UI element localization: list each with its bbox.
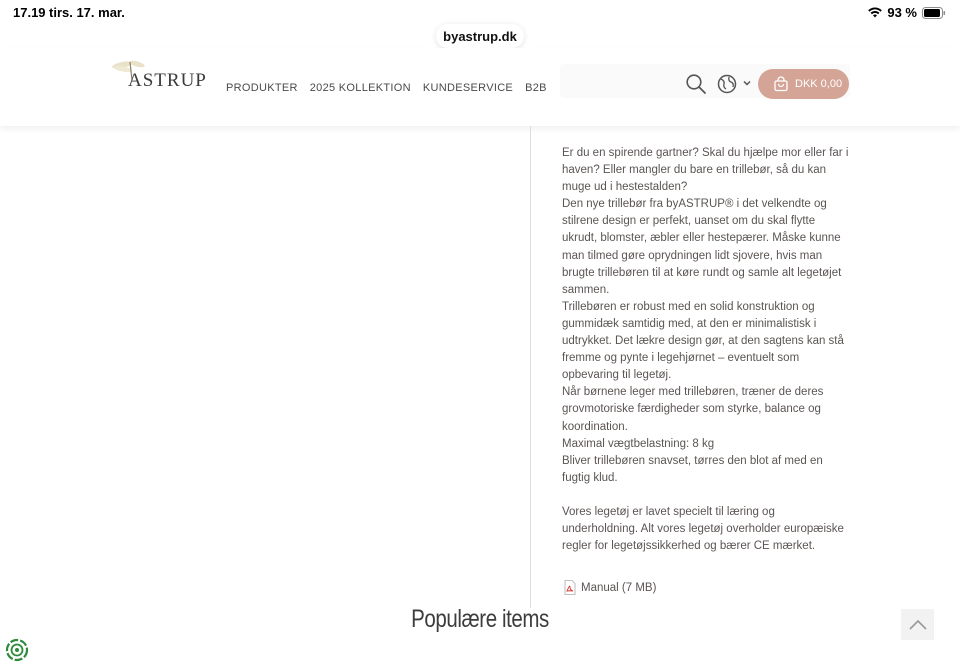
brand-logo[interactable] bbox=[110, 56, 207, 94]
chevron-down-icon[interactable] bbox=[742, 78, 752, 88]
nav-item-kundeservice[interactable]: KUNDESERVICE bbox=[422, 82, 514, 94]
nav-item-b2b[interactable]: B2B bbox=[525, 82, 547, 94]
description-paragraph: Er du en spirende gartner? Skal du hjælpe mor eller far i haven? Eller mangler du bare en trillebør, så du kan muge ud i hestestalden? bbox=[562, 147, 849, 194]
cart-total: DKK 0,00 bbox=[795, 78, 843, 90]
status-indicators bbox=[868, 5, 946, 20]
description-paragraph: Maximal vægtbelastning: 8 kg bbox=[562, 437, 715, 450]
manual-download-link[interactable] bbox=[564, 580, 656, 595]
scroll-to-top-button[interactable] bbox=[901, 609, 934, 640]
search-icon[interactable] bbox=[685, 73, 707, 95]
description-paragraph: Når børnene leger med trillebøren, træner de deres grovmotoriske færdigheder som styrke, balance og koordination. bbox=[562, 386, 824, 433]
address-url: byastrup.dk bbox=[443, 28, 517, 44]
battery-icon bbox=[922, 7, 946, 19]
status-bar bbox=[0, 0, 960, 26]
description-paragraph: Trillebøren er robust med en solid konstruktion og gummidæk samtidig med, at den er minimalistisk i udtrykket. Det lækre design gør, at den sagtens kan stå fremme og pynte i legehjørnet – eventuelt som opbevaring til legetøj. bbox=[562, 300, 844, 382]
logo-wordmark: ASTRUP bbox=[128, 70, 207, 91]
nav-item-kollektion[interactable]: 2025 KOLLEKTION bbox=[309, 82, 411, 94]
site-header bbox=[0, 48, 960, 126]
section-title: Populære items bbox=[411, 605, 549, 633]
pdf-icon bbox=[564, 580, 576, 595]
shopping-bag-icon bbox=[773, 76, 789, 92]
cart-button[interactable] bbox=[758, 69, 849, 99]
chevron-up-icon bbox=[908, 619, 928, 631]
description-paragraph: Den nye trillebør fra byASTRUP® i det velkendte og stilrene design er perfekt, uanset om du skal flytte ukrudt, blomster, æbler eller hestepærer. Måske kunne man tilmed gøre oprydningen lidt sjovere, hvis man brugte trillebøren til at køre rundt og samle alt legetøjet sammen. bbox=[562, 198, 842, 296]
column-divider bbox=[530, 126, 531, 608]
battery-percent: 93 % bbox=[887, 5, 917, 20]
trust-badge-icon[interactable] bbox=[5, 638, 29, 662]
paragraph-gap bbox=[562, 487, 852, 504]
description-paragraph: Bliver trillebøren snavset, tørres den blot af med en fugtig klud. bbox=[562, 454, 823, 484]
address-bar[interactable] bbox=[436, 24, 524, 48]
description-paragraph: Vores legetøj er lavet specielt til læring og underholdning. Alt vores legetøj overholder europæiske regler for legetøjssikkerhed og bærer CE mærket. bbox=[562, 505, 844, 553]
status-date: tirs. 17. mar. bbox=[49, 5, 125, 20]
nav-item-produkter[interactable]: PRODUKTER bbox=[226, 82, 298, 94]
wifi-icon bbox=[868, 7, 882, 18]
manual-label: Manual (7 MB) bbox=[581, 581, 657, 594]
globe-icon[interactable] bbox=[716, 73, 738, 95]
main-nav bbox=[226, 82, 547, 94]
product-description bbox=[562, 145, 852, 555]
status-time: 17.19 bbox=[13, 5, 46, 20]
